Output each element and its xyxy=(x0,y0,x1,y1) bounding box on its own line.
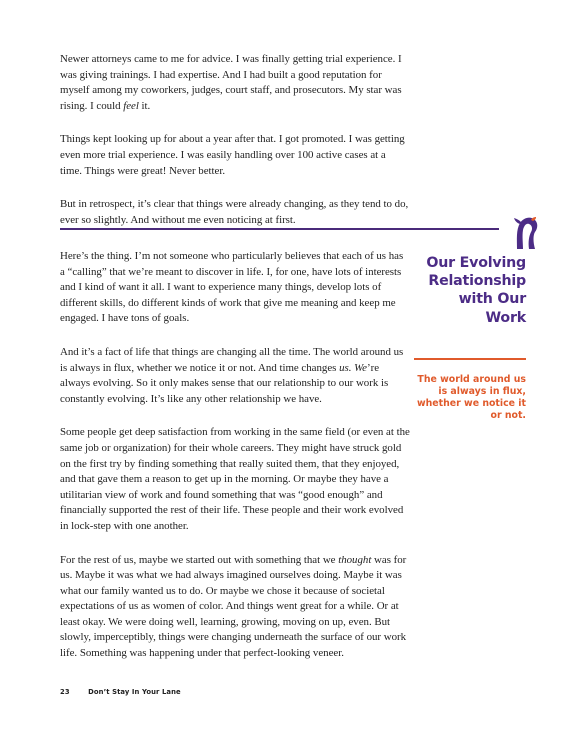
page-footer xyxy=(60,688,181,696)
page-number: 23 xyxy=(60,688,70,696)
elephant-trunk-logo-icon xyxy=(500,208,546,254)
body-paragraph: But in retrospect, it’s clear that things were already changing, as they tend to do, ever so slightly. And without me even noticing at first. xyxy=(60,198,409,226)
pull-quote-rule xyxy=(414,358,526,360)
body-paragraph: For the rest of us, maybe we started out with something that we thought was for us. Maybe it was what we had always imagined ourselves doing. Maybe it was what our family wanted us to do. Or maybe we chose it because of societal expectations of us as women of color. And things went great for a while. Or at least okay. We were doing well, learning, growing, moving on up, even. But slowly, imperceptibly, things were changing underneath the surface of our work life. Something was happening under that perfect-looking veneer. xyxy=(60,553,407,660)
body-paragraph: Here’s the thing. I’m not someone who particularly believes that each of us has a “calling” that we’re meant to discover in life. I, for one, have lots of interests and I kind of want it all. I want to experience many things, develop lots of different skills, do different kinds of work that give me meaning and keep me engaged. I have tons of goals. xyxy=(60,250,404,325)
main-text-block xyxy=(60,249,410,680)
body-paragraph: Some people get deep satisfaction from working in the same field (or even at the same job or organization) for their whole careers. They might have struck gold on the first try by finding something that really suited them, that they enjoyed, and that gave them a reason to get up in the morning. Or maybe they have a utilitarian view of work and found something that was “good enough” and financially supported the rest of their life. These people and their work evolved in lock-step with one another. xyxy=(60,426,410,532)
body-paragraph: Newer attorneys came to me for advice. I was finally getting trial experience. I was giving trainings. I had expertise. And I had built a good reputation for myself among my coworkers, judges, court staff, and prosecutors. My star was rising. I could feel it. xyxy=(60,53,402,112)
top-text-block xyxy=(60,52,410,246)
running-title: Don’t Stay In Your Lane xyxy=(88,688,181,696)
section-divider xyxy=(60,228,499,230)
sidebar xyxy=(414,254,526,421)
section-heading: Our Evolving Relationship with Our Work xyxy=(426,255,526,326)
body-paragraph: Things kept looking up for about a year after that. I got promoted. I was getting even more trial experience. I was easily handling over 100 active cases at a time. Things were great! Never better. xyxy=(60,133,405,177)
pull-quote: The world around us is always in flux, whether we notice it or not. xyxy=(416,374,526,421)
body-paragraph: And it’s a fact of life that things are changing all the time. The world around us is always in flux, whether we notice it or not. And time changes us. We’re always evolving. So it only makes sense that our relationship to our work is constantly evolving. It’s like any other relationship we have. xyxy=(60,345,404,405)
